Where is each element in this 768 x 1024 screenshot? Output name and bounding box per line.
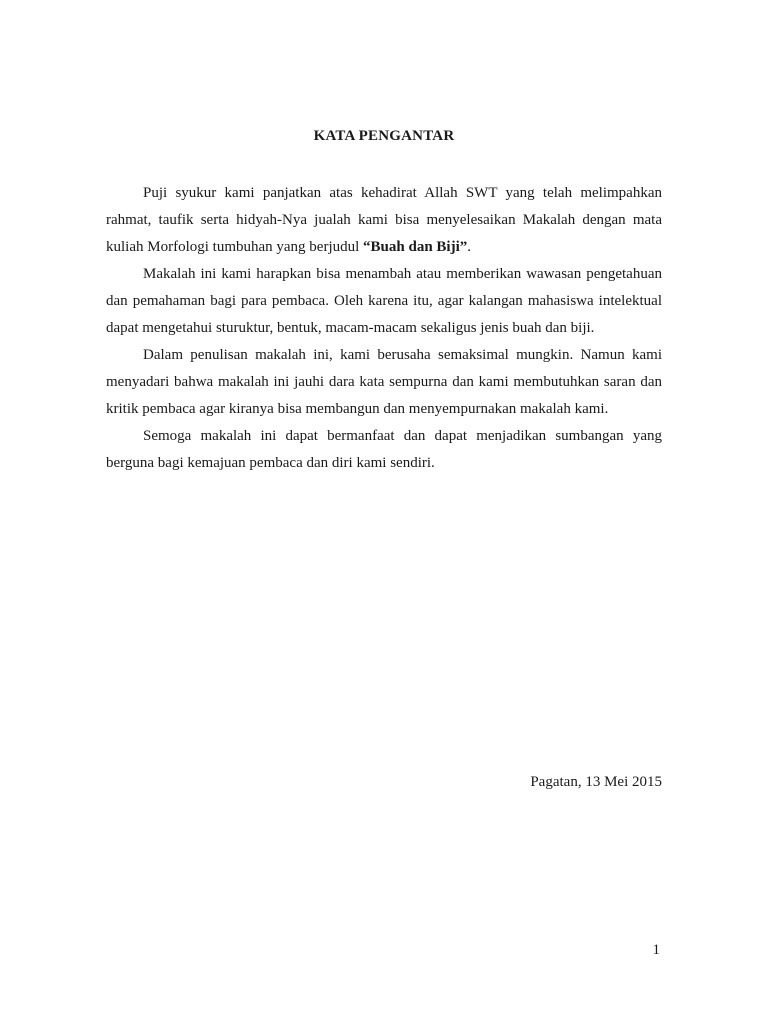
page-title: KATA PENGANTAR <box>313 128 455 144</box>
paragraph-1-text: Puji syukur kami panjatkan atas kehadirat Allah SWT yang telah melimpahkan rahmat, taufik serta hidyah-Nya jualah kami bisa menyelesaikan Makalah dengan mata kuliah Morfologi tumbuhan yang berjudul <box>106 185 662 255</box>
paragraph-4: Semoga makalah ini dapat bermanfaat dan dapat menjadikan sumbangan yang berguna bagi kemajuan pembaca dan diri kami sendiri. <box>106 428 662 471</box>
paragraph-3: Dalam penulisan makalah ini, kami berusaha semaksimal mungkin. Namun kami menyadari bahwa makalah ini jauhi dara kata sempurna dan kami membutuhkan saran dan kritik pembaca agar kiranya bisa membangun dan menyempurnakan makalah kami. <box>106 347 662 417</box>
place-date: Pagatan, 13 Mei 2015 <box>530 774 662 790</box>
paragraph-2: Makalah ini kami harapkan bisa menambah atau memberikan wawasan pengetahuan dan pemahaman bagi para pembaca. Oleh karena itu, agar kalangan mahasiswa intelektual dapat mengetahui sturuktur, bentuk, macam-macam sekaligus jenis buah dan biji. <box>106 266 662 336</box>
page-number: 1 <box>652 942 660 958</box>
paragraph-1 <box>106 180 662 261</box>
paper-title-bold: “Buah dan Biji” <box>363 239 468 255</box>
document-body <box>106 180 662 477</box>
paragraph-1-end: . <box>467 239 472 255</box>
